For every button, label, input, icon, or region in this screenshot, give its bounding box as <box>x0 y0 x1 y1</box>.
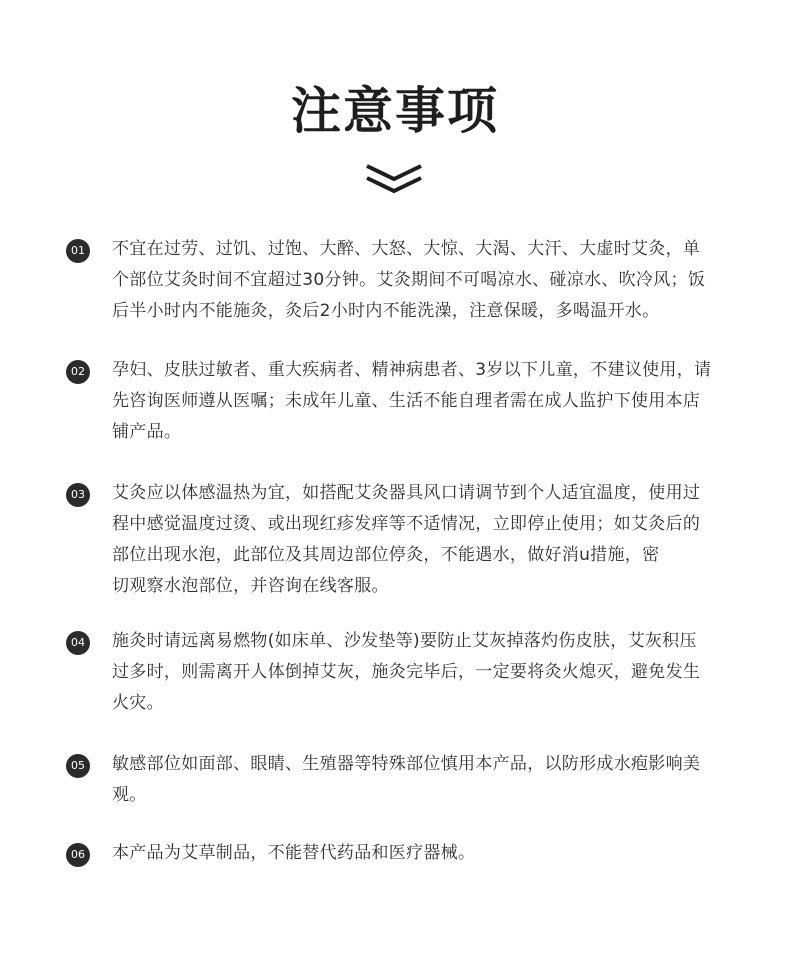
item-line: 切观察水泡部位，并咨询在线客服。 <box>112 576 389 596</box>
item-number-badge: 05 <box>66 754 90 778</box>
item-line: 观。 <box>112 785 147 805</box>
item-text <box>112 838 726 869</box>
item-number-badge: 01 <box>66 239 90 263</box>
item-number-badge: 04 <box>66 631 90 655</box>
item-line: 过多时，则需离开人体倒掉艾灰，施灸完毕后，一定要将灸火熄灭，避免发生 <box>112 662 701 682</box>
item-line: 后半小时内不能施灸，灸后2小时内不能洗澡，注意保暖，多喝温开水。 <box>112 301 660 321</box>
item-line: 铺产品。 <box>112 422 182 442</box>
item-number-badge: 02 <box>66 360 90 384</box>
item-line: 先咨询医师遵从医嘱；未成年儿童、生活不能自理者需在成人监护下使用本店 <box>112 391 701 411</box>
item-line: 孕妇、皮肤过敏者、重大疾病者、精神病患者、3岁以下儿童，不建议使用，请 <box>112 360 712 380</box>
item-number-badge: 03 <box>66 483 90 507</box>
item-line: 敏感部位如面部、眼睛、生殖器等特殊部位慎用本产品，以防形成水疱影响美 <box>112 754 701 774</box>
item-line: 个部位艾灸时间不宜超过30分钟。艾灸期间不可喝凉水、碰凉水、吹冷风；饭 <box>112 270 706 290</box>
item-text <box>112 478 726 602</box>
item-text <box>112 749 726 811</box>
item-text <box>112 626 726 719</box>
item-line: 不宜在过劳、过饥、过饱、大醉、大怒、大惊、大渴、大汗、大虚时艾灸，单 <box>112 239 701 259</box>
item-line: 本产品为艾草制品，不能替代药品和医疗器械。 <box>112 843 476 863</box>
item-line: 程中感觉温度过烫、或出现红疹发痒等不适情况，立即停止使用；如艾灸后的 <box>112 514 701 534</box>
page-title: 注意事项 <box>291 82 499 140</box>
item-number-badge: 06 <box>66 843 90 867</box>
item-line: 部位出现水泡，此部位及其周边部位停灸，不能遇水，做好消u措施，密 <box>112 545 660 565</box>
item-line: 艾灸应以体感温热为宜，如搭配艾灸器具风口请调节到个人适宜温度，使用过 <box>112 483 701 503</box>
double-chevron-down-icon <box>364 162 424 196</box>
item-text <box>112 234 726 327</box>
item-line: 火灾。 <box>112 693 164 713</box>
item-text <box>112 355 726 448</box>
item-line: 施灸时请远离易燃物(如床单、沙发垫等)要防止艾灰掉落灼伤皮肤，艾灰积压 <box>112 631 697 651</box>
